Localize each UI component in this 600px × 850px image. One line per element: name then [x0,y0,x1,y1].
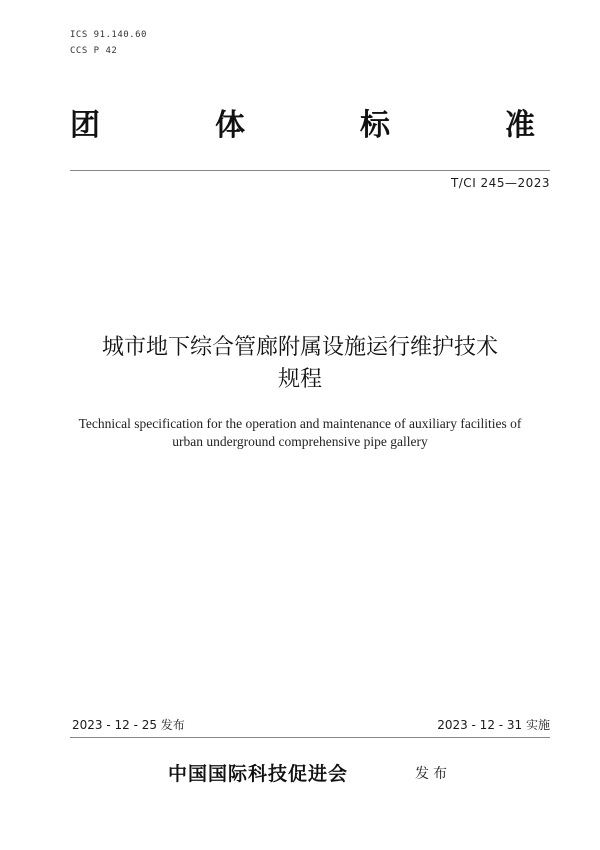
standard-type-char: 体 [215,108,245,143]
title-en-line2: urban underground comprehensive pipe gallery [172,434,428,449]
ccs-code: CCS P 42 [70,46,118,56]
standard-number: T/CI 245—2023 [450,176,550,190]
top-divider [70,170,550,171]
implement-date: 2023 - 12 - 31 实施 [437,718,550,732]
standard-type-char: 团 [70,108,100,143]
title-zh-line2: 规程 [277,367,322,392]
publish-date: 2023 - 12 - 25 发布 [72,718,185,732]
standard-type-char: 准 [505,108,535,143]
ics-code: ICS 91.140.60 [70,30,147,40]
title-zh-line1: 城市地下综合管廊附属设施运行维护技术 [101,335,498,360]
title-en-line1: Technical specification for the operation and maintenance of auxiliary facilities of [78,416,522,431]
publish-label: 发布 [415,766,451,782]
bottom-divider [70,737,550,738]
publisher-name: 中国国际科技促进会 [168,763,349,785]
standard-type-char: 标 [360,108,390,143]
